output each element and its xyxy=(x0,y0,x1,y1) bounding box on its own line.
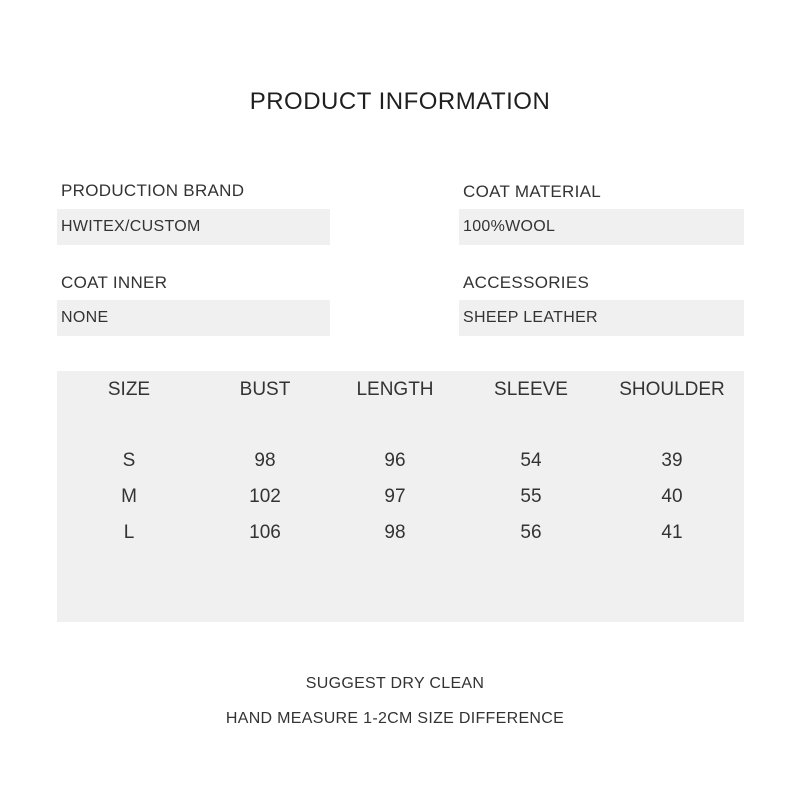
material-label: COAT MATERIAL xyxy=(463,182,602,201)
row-s-size: S xyxy=(122,450,136,471)
accessories-value: SHEEP LEATHER xyxy=(459,300,744,336)
header-size: SIZE xyxy=(107,379,151,400)
size-table xyxy=(57,371,744,622)
page-title: PRODUCT INFORMATION xyxy=(249,88,551,115)
row-s-shoulder: 39 xyxy=(661,450,683,471)
row-l-size: L xyxy=(123,522,135,543)
row-l-sleeve: 56 xyxy=(520,522,542,543)
row-m-size: M xyxy=(121,486,137,507)
measurement-note: HAND MEASURE 1-2CM SIZE DIFFERENCE xyxy=(225,710,565,727)
care-instruction: SUGGEST DRY CLEAN xyxy=(305,675,485,692)
header-sleeve: SLEEVE xyxy=(494,379,568,400)
header-bust: BUST xyxy=(239,379,291,400)
header-length: LENGTH xyxy=(356,379,434,400)
row-s-length: 96 xyxy=(384,450,406,471)
brand-value: HWITEX/CUSTOM xyxy=(57,209,330,245)
row-l-shoulder: 41 xyxy=(661,522,683,543)
header-shoulder: SHOULDER xyxy=(619,379,725,400)
material-value: 100%WOOL xyxy=(459,209,744,245)
row-s-bust: 98 xyxy=(254,450,276,471)
accessories-label: ACCESSORIES xyxy=(463,273,590,292)
row-m-length: 97 xyxy=(384,486,406,507)
row-l-length: 98 xyxy=(384,522,406,543)
row-m-bust: 102 xyxy=(249,486,281,507)
row-l-bust: 106 xyxy=(249,522,281,543)
brand-label: PRODUCTION BRAND xyxy=(61,181,245,200)
row-s-sleeve: 54 xyxy=(520,450,542,471)
row-m-shoulder: 40 xyxy=(661,486,683,507)
row-m-sleeve: 55 xyxy=(520,486,542,507)
inner-value: NONE xyxy=(57,300,330,336)
inner-label: COAT INNER xyxy=(61,273,168,292)
